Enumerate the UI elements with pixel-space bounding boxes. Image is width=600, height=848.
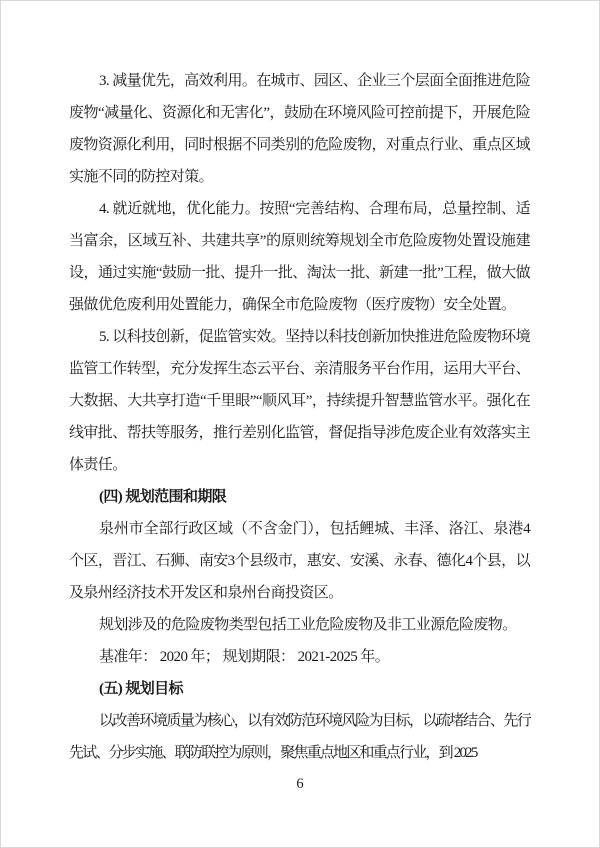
paragraph-planning-scope-regions: 泉州市全部行政区域（不含金门），包括鲤城、丰泽、洛江、泉港4个区，晋江、石狮、南安3个县级市，惠安、安溪、永春、德化4个县，以及泉州经济技术开发区和泉州台商投资区。 [69, 521, 530, 601]
paragraph-base-year-and-period: 基准年： 2020 年； 规划期限： 2021-2025 年。 [99, 649, 390, 665]
paragraph-planning-goals-intro: 以改善环境质量为核心，以有效防范环境风险为目标，以疏堵结合、先行先试、分步实施、联防联控为原则，聚焦重点地区和重点行业，到 2025 [69, 713, 530, 761]
section-heading-planning-goals: (五) 规划目标 [99, 681, 183, 697]
section-heading-planning-scope-and-period: (四) 规划范围和期限 [99, 489, 227, 505]
paragraph-principle-4-local-disposal: 4. 就近就地，优化能力。按照“完善结构、合理布局，总量控制、适当富余，区域互补、共建共享”的原则统筹规划全市危险废物处置设施建设，通过实施“鼓励一批、提升一批、淘汰一批、新建一批”工程，做大做强做优危废利用处置能力，确保全市危险废物（医疗废物）安全处置。 [69, 201, 530, 313]
paragraph-waste-types: 规划涉及的危险废物类型包括工业危险废物及非工业源危险废物。 [99, 617, 517, 633]
page-number: 6 [296, 776, 304, 792]
paragraph-principle-5-tech-innovation: 5. 以科技创新，促监管实效。坚持以科技创新加快推进危险废物环境监管工作转型，充分发挥生态云平台、亲清服务平台作用，运用大平台、大数据、大共享打造“千里眼”“顺风耳”，持续提升智慧监管水平。强化在线审批、帮扶等服务，推行差别化监管，督促指导涉危废企业有效落实主体责任。 [69, 329, 530, 473]
paragraph-principle-3-reduction-priority: 3. 减量优先，高效利用。在城市、园区、企业三个层面全面推进危险废物“减量化、资源化和无害化”，鼓励在环境风险可控前提下，开展危险废物资源化利用，同时根据不同类别的危险废物，对重点行业、重点区域实施不同的防控对策。 [69, 73, 530, 185]
document-body [69, 65, 530, 769]
